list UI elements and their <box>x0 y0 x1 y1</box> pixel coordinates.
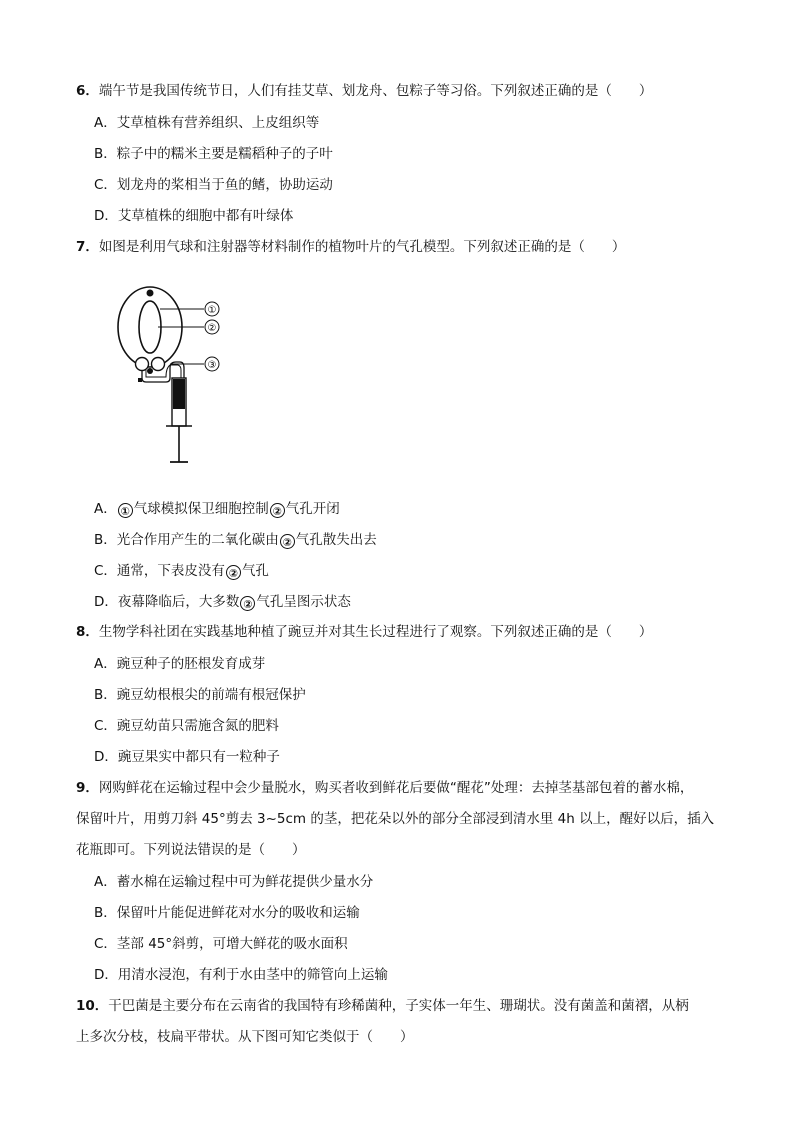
q8-option-b[interactable]: B．豌豆幼根根尖的前端有根冠保护 <box>94 687 306 703</box>
question-8-text: 生物学科社团在实践基地种植了豌豆并对其生长过程进行了观察。下列叙述正确的是（ ） <box>98 624 653 640</box>
question-10-stem-line-1 <box>76 997 689 1015</box>
q9-option-d[interactable]: D．用清水浸泡，有利于水由茎中的筛管向上运输 <box>94 967 388 983</box>
q7-option-b[interactable] <box>94 531 377 549</box>
left-bulb <box>136 358 149 371</box>
q7-option-d[interactable] <box>94 593 351 611</box>
bottom-joint <box>147 368 153 374</box>
question-10-number: 10． <box>76 998 109 1014</box>
q7-b-suffix: 气孔散失出去 <box>295 532 377 548</box>
question-9-stem-line-2: 保留叶片，用剪刀斜 45°剪去 3~5cm 的茎，把花朵以外的部分全部浸到清水里 4h 以上，醒好以后，插入 <box>76 811 715 827</box>
question-6-stem <box>76 82 652 100</box>
label-3: ③ <box>207 360 217 371</box>
q7-d-prefix: D．夜幕降临后，大多数 <box>94 594 240 610</box>
q7-option-c[interactable] <box>94 562 269 580</box>
question-6-number: 6． <box>76 83 99 99</box>
q7-b-prefix: B．光合作用产生的二氧化碳由 <box>94 532 279 548</box>
syringe-fill <box>173 379 185 409</box>
q7-option-a[interactable] <box>94 500 340 518</box>
q7-d-marker: ② <box>240 596 255 611</box>
question-9-stem-line-3: 花瓶即可。下列说法错误的是（ ） <box>76 842 306 858</box>
q7-b-marker: ② <box>280 534 295 549</box>
q8-option-a[interactable]: A．豌豆种子的胚根发育成芽 <box>94 656 266 672</box>
q7-c-suffix: 气孔 <box>241 563 269 579</box>
q7-a-marker-2: ② <box>270 503 285 518</box>
stoma-pore <box>139 301 161 353</box>
q9-option-a[interactable]: A．蓄水棉在运输过程中可为鲜花提供少量水分 <box>94 874 374 890</box>
question-7-text: 如图是利用气球和注射器等材料制作的植物叶片的气孔模型。下列叙述正确的是（ ） <box>98 239 626 255</box>
q7-a-suffix: 气孔开闭 <box>285 501 340 517</box>
right-bulb <box>152 358 165 371</box>
q7-a-marker-1: ① <box>118 503 133 518</box>
q9-option-c[interactable]: C．茎部 45°斜剪，可增大鲜花的吸水面积 <box>94 936 348 952</box>
question-8-number: 8． <box>76 624 99 640</box>
question-10-text-1: 干巴菌是主要分布在云南省的我国特有珍稀菌种，子实体一年生、珊瑚状。没有菌盖和菌褶，从柄 <box>108 998 689 1014</box>
q9-option-b[interactable]: B．保留叶片能促进鲜花对水分的吸收和运输 <box>94 905 360 921</box>
q8-option-d[interactable]: D．豌豆果实中都只有一粒种子 <box>94 749 280 765</box>
q7-a-prefix: A． <box>94 501 117 517</box>
label-2: ② <box>207 323 217 334</box>
q7-d-suffix: 气孔呈图示状态 <box>256 594 351 610</box>
question-9-text-1: 网购鲜花在运输过程中会少量脱水，购买者收到鲜花后要做“醒花”处理：去掉茎基部包着的蓄水棉， <box>98 780 694 796</box>
q7-c-prefix: C．通常，下表皮没有 <box>94 563 225 579</box>
question-7-stem <box>76 238 625 256</box>
q6-option-d[interactable]: D．艾草植株的细胞中都有叶绿体 <box>94 208 294 224</box>
q6-option-a[interactable]: A．艾草植株有营养组织、上皮组织等 <box>94 115 320 131</box>
question-6-text: 端午节是我国传统节日，人们有挂艾草、划龙舟、包粽子等习俗。下列叙述正确的是（ ） <box>98 83 653 99</box>
question-9-stem-line-1 <box>76 779 693 797</box>
question-8-stem <box>76 623 652 641</box>
q8-option-c[interactable]: C．豌豆幼苗只需施含氮的肥料 <box>94 718 279 734</box>
stomata-model-figure <box>100 282 240 468</box>
question-7-number: 7． <box>76 239 99 255</box>
q7-c-marker: ② <box>226 565 241 580</box>
q7-a-middle: 气球模拟保卫细胞控制 <box>133 501 269 517</box>
q6-option-b[interactable]: B．粽子中的糯米主要是糯稻种子的子叶 <box>94 146 333 162</box>
top-tie-knot <box>147 290 154 297</box>
question-9-number: 9． <box>76 780 99 796</box>
q6-option-c[interactable]: C．划龙舟的桨相当于鱼的鳍，协助运动 <box>94 177 333 193</box>
question-10-stem-line-2: 上多次分枝，枝扁平带状。从下图可知它类似于（ ） <box>76 1029 414 1045</box>
tube-valve <box>138 378 142 382</box>
label-1: ① <box>207 305 217 316</box>
